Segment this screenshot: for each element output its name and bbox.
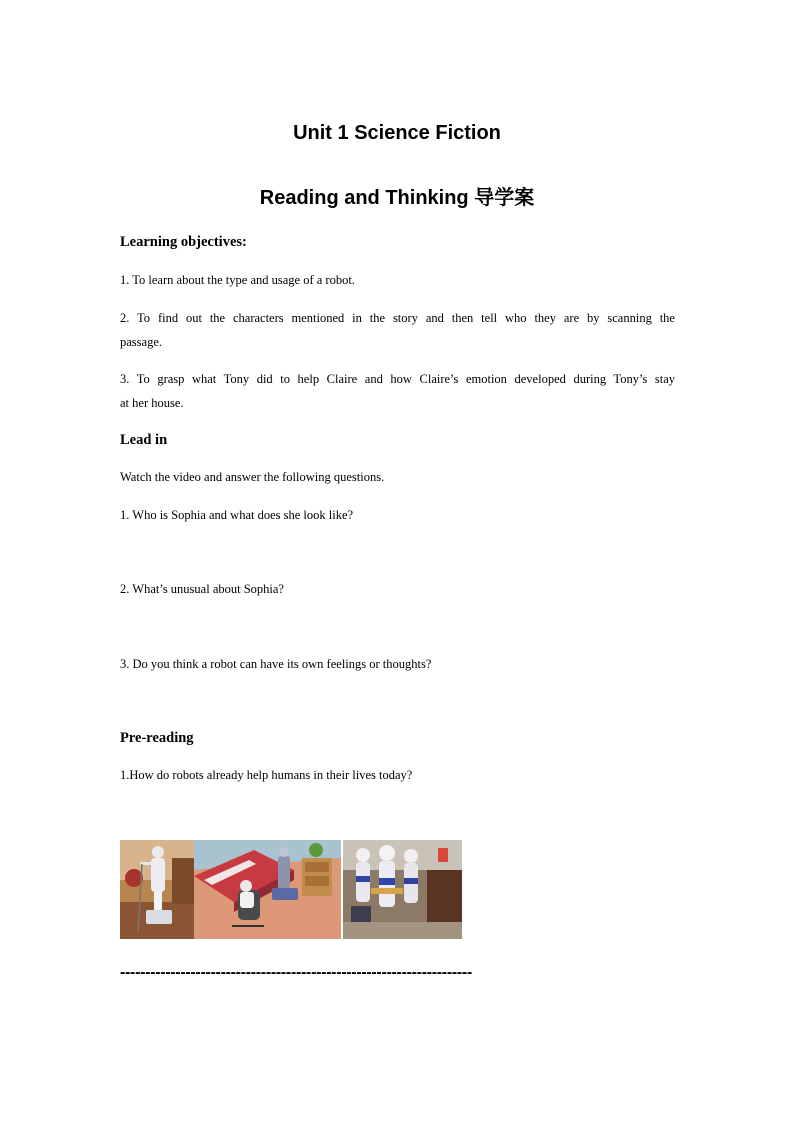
objective-3: [120, 367, 675, 415]
robot-bedroom-care-illustration-icon: [194, 840, 341, 939]
objective-3-line-2: at her house.: [120, 396, 184, 410]
objective-2-line-1: 2. To find out the characters mentioned in the story and then tell who they are by scanning the: [120, 311, 675, 325]
page-title: Unit 1 Science Fiction: [293, 122, 501, 144]
robot-waiters-restaurant-photo-icon: [343, 840, 462, 939]
objective-2: [120, 306, 675, 354]
section-divider: ----------------------------------------------------------------------: [120, 964, 472, 981]
objective-1: [120, 268, 675, 292]
lead-in-heading: Lead in: [120, 432, 168, 448]
robot-helper-photo-icon: [120, 840, 194, 939]
pre-reading-question-1: 1.How do robots already help humans in their lives today?: [120, 768, 413, 782]
objective-1-text: 1. To learn about the type and usage of a robot.: [120, 273, 355, 287]
page-subtitle: Reading and Thinking 导学案: [259, 187, 535, 209]
pre-reading-heading: Pre-reading: [120, 730, 194, 746]
objective-2-line-2: passage.: [120, 335, 162, 349]
lead-in-question-3: 3. Do you think a robot can have its own feelings or thoughts?: [120, 657, 432, 671]
lead-in-instruction: Watch the video and answer the following questions.: [120, 470, 385, 484]
lead-in-question-1: 1. Who is Sophia and what does she look like?: [120, 508, 354, 522]
learning-objectives-heading: Learning objectives:: [120, 234, 247, 250]
lead-in-question-2: 2. What’s unusual about Sophia?: [120, 582, 284, 596]
objective-3-line-1: 3. To grasp what Tony did to help Claire and how Claire’s emotion developed during Tony’s stay: [120, 372, 675, 386]
